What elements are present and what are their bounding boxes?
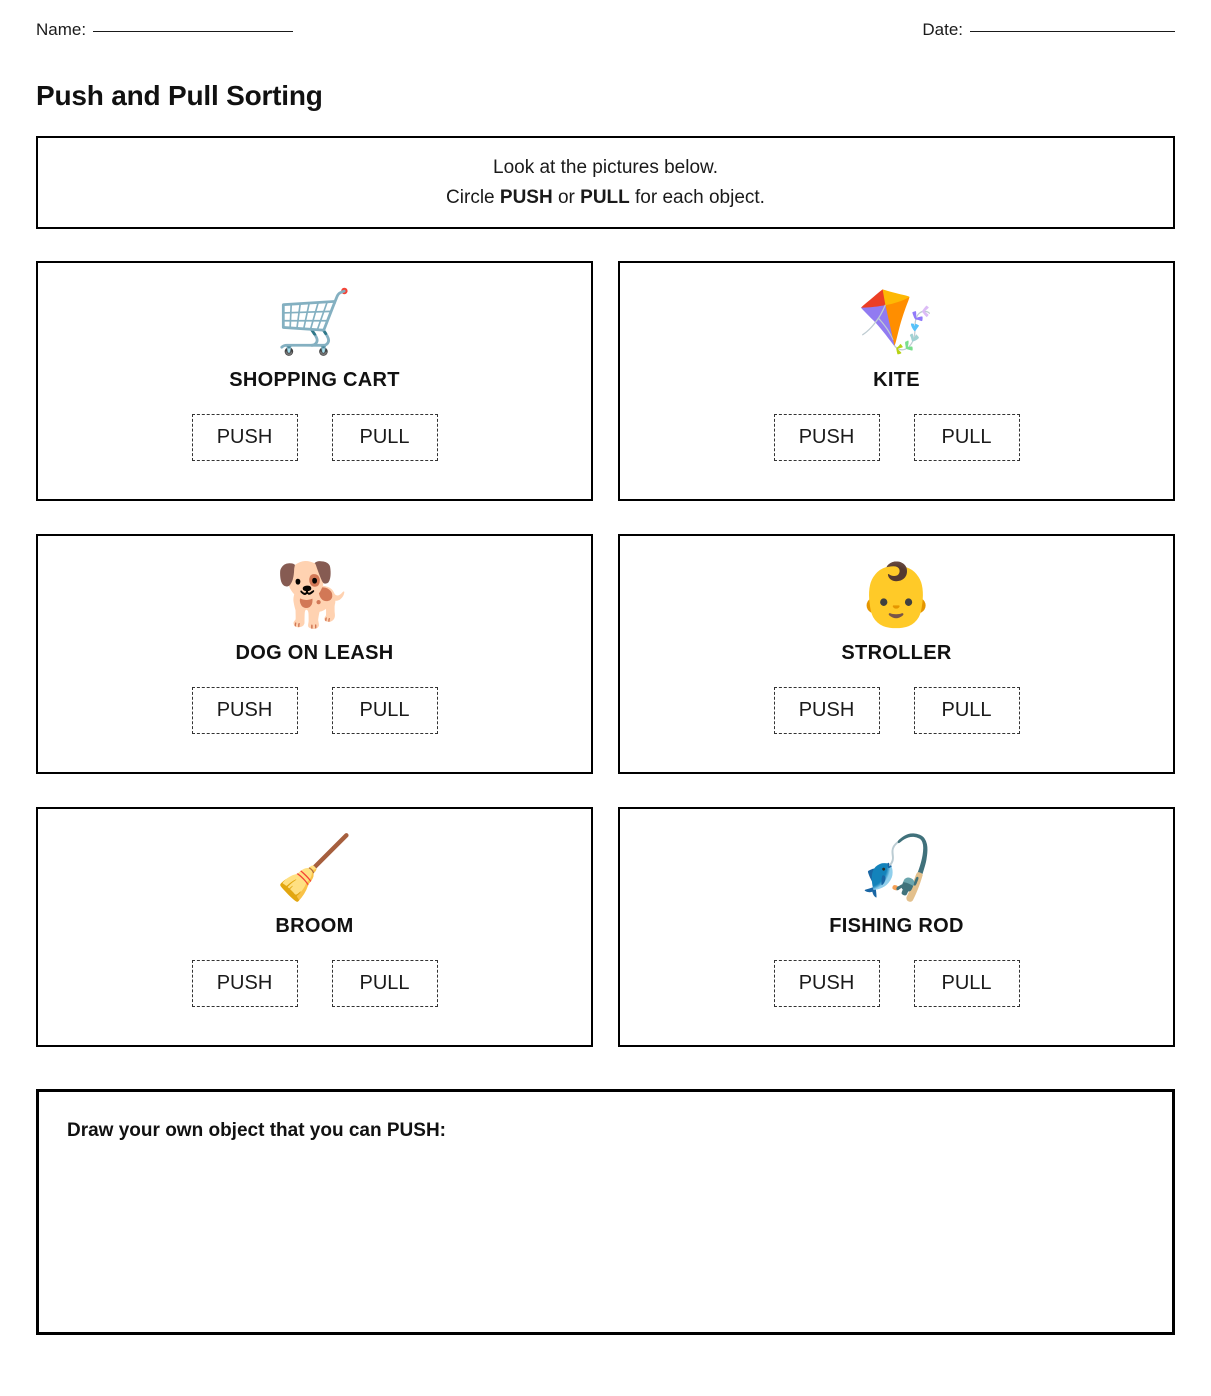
push-choice-button[interactable]: PUSH	[774, 960, 880, 1007]
item-card	[36, 261, 593, 501]
name-label: Name:	[36, 20, 87, 39]
date-field[interactable]	[922, 20, 1175, 40]
choice-row	[774, 414, 1020, 461]
page-title: Push and Pull Sorting	[36, 80, 323, 111]
choice-row	[192, 960, 438, 1007]
name-date-row	[36, 0, 1175, 40]
item-card	[618, 534, 1175, 774]
draw-prompt-label: Draw your own object that you can PUSH:	[67, 1120, 446, 1141]
item-label: BROOM	[275, 915, 354, 937]
choice-row	[192, 414, 438, 461]
dog-icon: 🐕	[275, 561, 354, 630]
pull-choice-button[interactable]: PULL	[914, 687, 1020, 734]
instructions-suffix: for each object.	[629, 186, 765, 208]
push-choice-button[interactable]: PUSH	[192, 414, 298, 461]
date-label: Date:	[922, 20, 963, 39]
pull-choice-button[interactable]: PULL	[914, 960, 1020, 1007]
choice-row	[192, 687, 438, 734]
pull-choice-button[interactable]: PULL	[332, 960, 438, 1007]
instructions-panel	[36, 136, 1175, 229]
pull-choice-button[interactable]: PULL	[332, 687, 438, 734]
item-label: SHOPPING CART	[229, 369, 400, 391]
choice-row	[774, 960, 1020, 1007]
instructions-push-word: PUSH	[499, 186, 553, 208]
item-label: FISHING ROD	[829, 915, 964, 937]
broom-icon: 🧹	[275, 834, 354, 903]
shopping-cart-icon: 🛒	[275, 288, 354, 357]
item-card	[618, 807, 1175, 1047]
instructions-line-2	[446, 183, 765, 212]
push-choice-button[interactable]: PUSH	[192, 960, 298, 1007]
instructions-line-1: Look at the pictures below.	[493, 157, 718, 179]
item-card	[618, 261, 1175, 501]
instructions-middle: or	[552, 186, 581, 208]
item-card	[36, 534, 593, 774]
item-label: STROLLER	[841, 642, 952, 664]
item-label: DOG ON LEASH	[235, 642, 394, 664]
push-choice-button[interactable]: PUSH	[774, 687, 880, 734]
choice-row	[774, 687, 1020, 734]
push-choice-button[interactable]: PUSH	[192, 687, 298, 734]
name-write-line[interactable]	[93, 31, 293, 32]
date-write-line[interactable]	[970, 31, 1175, 32]
item-card-grid	[36, 261, 1175, 1047]
push-choice-button[interactable]: PUSH	[774, 414, 880, 461]
name-field[interactable]	[36, 20, 293, 40]
instructions-pull-word: PULL	[580, 186, 630, 208]
fishing-pole-icon: 🎣	[857, 834, 936, 903]
kite-icon: 🪁	[857, 288, 936, 357]
item-card	[36, 807, 593, 1047]
item-label: KITE	[873, 369, 920, 391]
instructions-prefix: Circle	[446, 186, 500, 208]
pull-choice-button[interactable]: PULL	[332, 414, 438, 461]
pull-choice-button[interactable]: PULL	[914, 414, 1020, 461]
baby-icon: 👶	[857, 561, 936, 630]
draw-your-own-box[interactable]	[36, 1089, 1175, 1335]
